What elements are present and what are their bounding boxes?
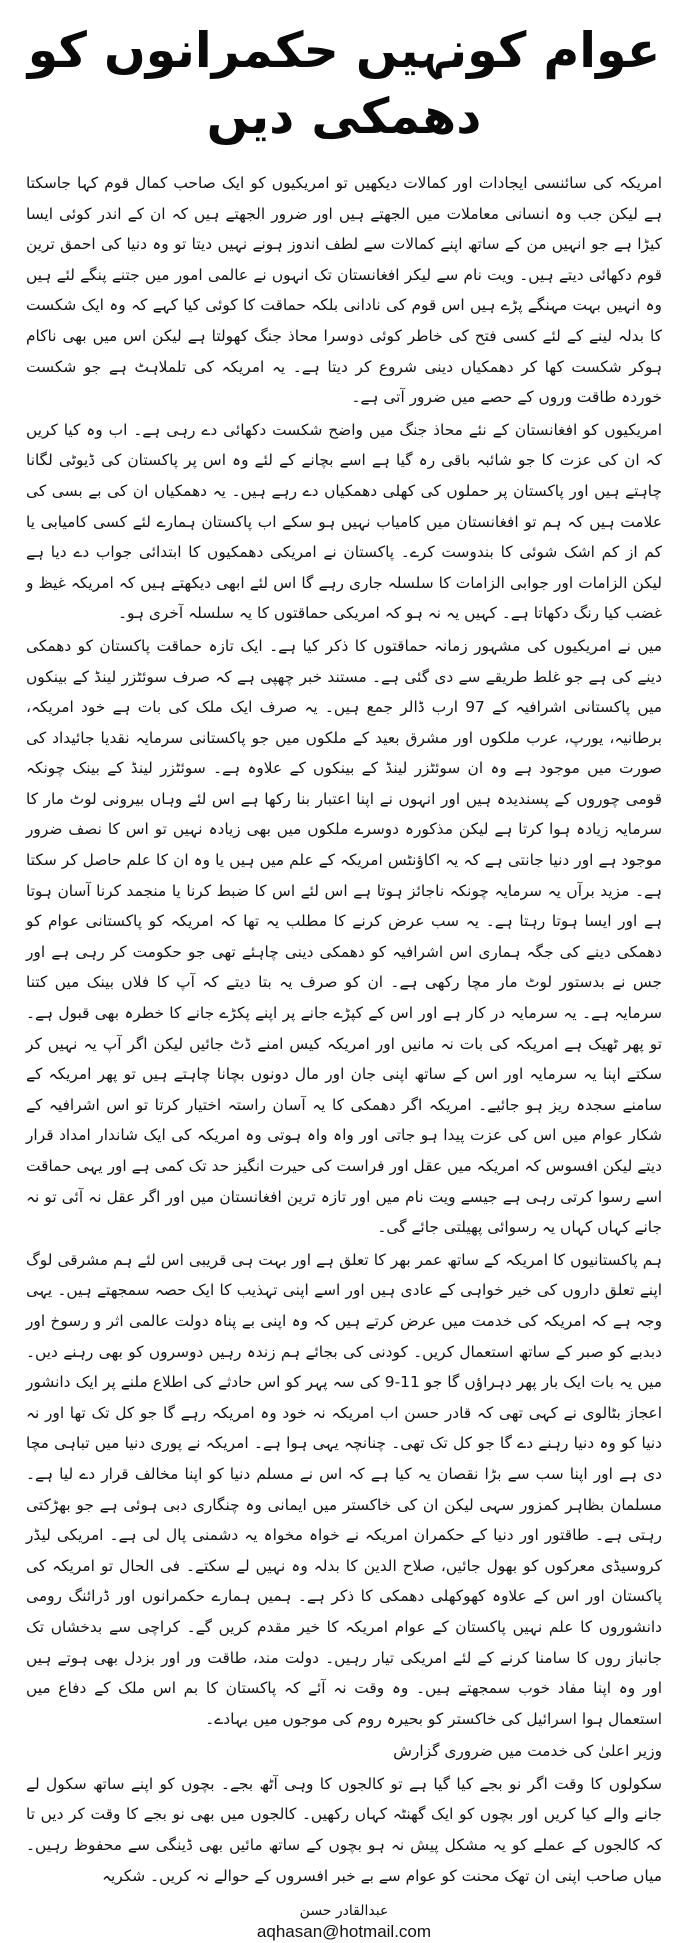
paragraph: امریکیوں کو افغانستان کے نئے محاذ جنگ میں واضح شکست دکھائی دے رہی ہے۔ اب وہ کیا کریں کہ ان کی عزت کا جو شائبہ باقی رہ گیا ہے اسے بچانے کے لئے وہ اس پر پاکستان کی ڈیوٹی لگانا چاہتے ہیں اور پاکستان پر حملوں کی کھلی دھمکیاں دے رہے ہیں۔ یہ دھمکیاں ان کی بے بسی کی علامت ہیں کہ ہم تو افغانستان میں کامیاب نہیں ہو سکے اب پاکستان ہمارے لئے کسی کامیابی یا کم از کم اشک شوئی کا بندوست کرے۔ پاکستان نے امریکی دھمکیوں کا ابتدائی جواب دے دیا ہے لیکن الزامات اور جوابی الزامات کا سلسلہ جاری رہے گا اس لئے ابھی دیکھتے ہیں کہ امریکہ غیظ و غضب کیا رنگ دکھاتا ہے۔ کہیں یہ نہ ہو کہ امریکی حماقتوں کا یہ سلسلہ آخری ہو۔: [26, 420, 662, 623]
author-name: عبدالقادر حسن: [299, 1903, 389, 1920]
paragraph: امریکہ کی سائنسی ایجادات اور کمالات دیکھیں تو امریکیوں کو ایک صاحب کمال قوم کہا جاسکتا ہے لیکن جب وہ انسانی معاملات میں الجھتے ہیں اور ضرور الجھتے ہیں کہ ان کے اندر کوئی ایسا کیڑا ہے جو انہیں من کے ساتھ اپنے کمالات سے لطف اندوز ہونے نہیں دیتا تو وہ دنیا کی احمق ترین قوم دکھائی دیتے ہیں۔ ویت نام سے لیکر افغانستان تک انہوں نے عالمی امور میں جتنے پنگے لئے ہیں وہ انہیں بہت مہنگے پڑے ہیں اس قوم کی نادانی بلکہ حماقت کا کوئی کیا کہے کہ وہ ایک شکست کا بدلہ لینے کے لئے کسی فتح کی خاطر کوئی دوسرا محاذ جنگ کھولتا ہے لیکن اس میں بھی ناکام ہوکر شکست کھا کر دھمکیاں دینی شروع کر دیتا ہے۔ یہ امریکہ کی تلملاہٹ ہے جو شکست خوردہ طاقت وروں کے حصے میں ضرور آتی ہے۔: [26, 174, 662, 407]
paragraph: ہم پاکستانیوں کا امریکہ کے ساتھ عمر بھر کا تعلق ہے اور بہت ہی قریبی اس لئے ہم مشرقی لوگ اپنے تعلق داروں کی خیر خواہی کے عادی ہیں اور اسے اپنی تہذیب کا ایک حصہ سمجھتے ہیں۔ یہی وجہ ہے کہ امریکہ کی خدمت میں عرض کرتے ہیں کہ وہ اپنی بے پناہ دولت عالمی اثر و رسوخ اور دبدبے کو صبر کے ساتھ استعمال کریں۔ کودنی کی بجائے ہم زندہ رہیں دوسروں کو بھی رہنے دیں۔ میں یہ بات ایک بار پھر دہراؤں گا جو 11-9 کی سہ پہر کو اس حادثے کی اطلاع ملنے پر ایک دانشور اعجاز بٹالوی نے کہی تھی کہ قادر حسن اب امریکہ نہ خود وہ امریکہ رہے گا جو کل تک تھا اور نہ دنیا کو وہ دنیا رہنے دے گا جو کل تک تھی۔ چنانچہ یہی ہوا ہے۔ امریکہ نے پوری دنیا میں تباہی مچا دی ہے اور اپنا سب سے بڑا نقصان یہ کیا ہے کہ اس نے مسلم دنیا کو اپنا مخالف قرار دے لیا ہے۔ مسلمان بظاہر کمزور سہی لیکن ان کی خاکستر میں ایمانی وہ چنگاری دبی ہوئی ہے جو بھڑکتی رہتی ہے۔ طاقتور اور دنیا کے حکمران امریکہ نے خواہ مخواہ یہ دشمنی پال لی ہے۔ امریکی لیڈر کروسیڈی معرکوں کو بھول جائیں، صلاح الدین کا بدلہ وہ نہیں لے سکتے۔ فی الحال تو امریکہ کی پاکستان اور اس کے علاوہ کھوکھلی دھمکی کا ذکر ہے۔ ہمیں ہمارے حکمرانوں اور ڈرائنگ رومی دانشوروں کا علم نہیں پاکستان کے عوام امریکہ کا خیر مقدم کریں گے۔ کراچی سے بدخشاں تک جانباز روں کا سامنا کرنے کے لئے امریکی تیار رہیں۔ دولت مند، طاقت ور اور بزدل بھی ہوتے ہیں اور وہ اپنا مفاد خوب سمجھتے ہیں۔ وہ وقت نہ آئے کہ پاکستان کا بم اس ملک کے دفاع میں استعمال ہوا اسرائیل کی خاکستر کو بحیرہ روم کی موجوں میں بہادے۔: [26, 1250, 662, 1728]
article-body: [26, 168, 662, 1891]
paragraph: وزیر اعلیٰ کی خدمت میں ضروری گزارش: [393, 1742, 662, 1761]
author-email: aqhasan@hotmail.com: [256, 1922, 432, 1942]
paragraph: میں نے امریکیوں کی مشہور زمانہ حماقتوں کا ذکر کیا ہے۔ ایک تازہ حماقت پاکستان کو دھمکی دینے کی ہے جو غلط طریقے سے دی گئی ہے۔ مستند خبر چھپی ہے کہ صرف سوئٹزر لینڈ کے بینکوں میں پاکستانی اشرافیہ کے 97 ارب ڈالر جمع ہیں۔ یہ صرف ایک ملک کی بات ہے خود امریکہ، برطانیہ، یورپ، عرب ملکوں اور مشرق بعید کے ملکوں میں جو پاکستانی سرمایہ نقدیا جائیداد کی صورت میں موجود ہے وہ ان سوئٹزر لینڈ کے بینکوں کے علاوہ ہے۔ سوئٹزر لینڈ کے بینک چونکہ قومی چوروں کے پسندیدہ ہیں اور انہوں نے اپنا اعتبار بنا رکھا ہے اس لئے وہاں بیرونی لوٹ مار کا سرمایہ زیادہ ہوا کرتا ہے لیکن مذکورہ دوسرے ملکوں میں بھی زیادہ نہیں تو اس کا نصف ضرور موجود ہے اور دنیا جانتی ہے کہ یہ اکاؤنٹس امریکہ کے علم میں ہیں یا وہ ان کا علم حاصل کر سکتا ہے۔ مزید برآں یہ سرمایہ چونکہ ناجائز ہوتا ہے اس لئے اس کا ضبط کرنا یا منجمد کرنا آسان ہوتا ہے اور ایسا ہوتا رہتا ہے۔ یہ سب عرض کرنے کا مطلب یہ تھا کہ امریکہ کو پاکستانی عوام کو دھمکی دینے کی جگہ ہماری اس اشرافیہ کو دھمکی دینی چاہئے تھی جو حکومت کر رہی ہے اور جس نے بدستور لوٹ مار مچا رکھی ہے۔ ان کو صرف یہ بتا دیتے کہ آپ کا فلاں بینک میں کتنا سرمایہ ہے۔ یہ سرمایہ در کار ہے اور اس کے کپڑے جانے پر اپنے پکڑے جانے کا خطرہ بھی قبول ہے۔ تو پھر ٹھیک ہے امریکہ کی بات نہ مانیں اور امریکہ کیس امنے ڈٹ جائیں لیکن اگر آپ یہ نہیں کر سکتے اپنا یہ سرمایہ اور اس کے ساتھ اپنی جان اور مال دونوں بچانا چاہتے ہیں تو پھر امریکہ کے سامنے سجدہ ریز ہو جائیے۔ امریکہ اگر دھمکی کا یہ آسان راستہ اختیار کرتا تو اس اشرافیہ کے شکار عوام میں اس کی عزت پیدا ہو جاتی اور واہ واہ ہوتی وہ امریکہ کی ایک شاندار امداد قرار دیتے لیکن افسوس کہ امریکہ میں عقل اور فراست کی حیرت انگیز حد تک کمی ہے اور یہی حماقت اسے رسوا کرتی رہی ہے جیسے ویت نام میں اور تازہ ترین افغانستان میں اور اگر عقل نہ آئی تو نہ جانے کہاں کہاں یہ رسوائی پھیلتی جائے گی۔: [26, 636, 663, 1237]
paragraph: سکولوں کا وقت اگر نو بجے کیا گیا ہے تو کالجوں کا وہی آٹھ بجے۔ بچوں کو اپنے ساتھ سکول لے جانے والے کیا کریں اور بچوں کو ایک گھنٹہ کہاں رکھیں۔ کالجوں میں بھی نو بجے کا وقت کر دیں تا کہ کالجوں کے عملے کو یہ مشکل پیش نہ ہو بچوں کے ساتھ مائیں بھی ڈینگی سے محفوظ رہیں۔ میاں صاحب اپنی ان تھک محنت کو عوام سے بے خبر افسروں کے حوالے نہ کریں۔ شکریہ: [26, 1774, 662, 1885]
byline: [26, 1901, 662, 1943]
headline: عوام کونہیں حکمرانوں کو دھمکی دیں: [27, 22, 661, 145]
